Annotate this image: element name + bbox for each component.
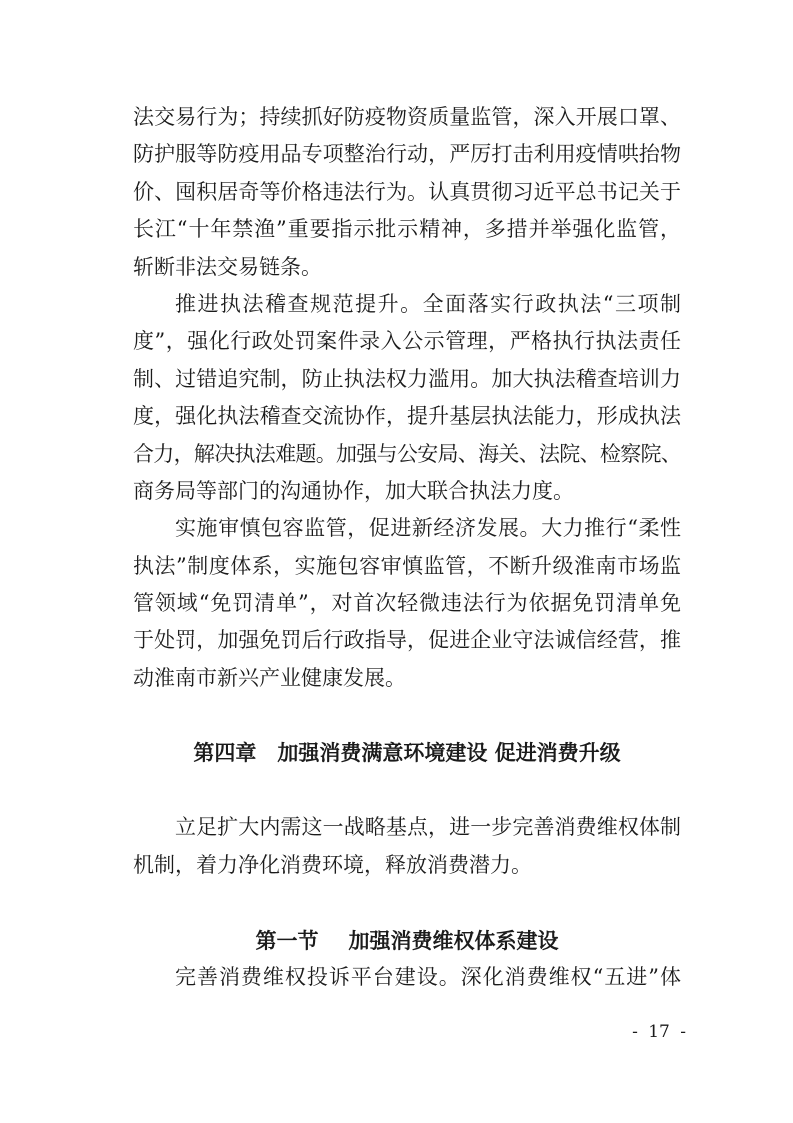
text-body	[133, 99, 681, 996]
paragraph-line: 斩断非法交易链条。	[133, 254, 322, 279]
paragraph-line: 执法”制度体系，实施包容审慎监管，不断升级淮南市场监	[133, 553, 681, 578]
paragraph-line: 管领域“免罚清单”，对首次轻微违法行为依据免罚清单免	[133, 591, 681, 616]
paragraph-line: 推进执法稽查规范提升。全面落实行政执法“三项制	[175, 291, 681, 316]
spacer	[133, 884, 681, 921]
paragraph-line: 合力，解决执法难题。加强与公安局、海关、法院、检察院、	[133, 441, 681, 466]
paragraph-line: 度”，强化行政处罚案件录入公示管理，严格执行执法责任	[133, 329, 681, 354]
paragraph-line: 动淮南市新兴产业健康发展。	[133, 665, 406, 690]
section-heading	[133, 922, 681, 959]
paragraph-section-body	[133, 959, 681, 996]
paragraph-enforcement	[133, 286, 681, 510]
paragraph-chapter-intro	[133, 809, 681, 884]
chapter-number: 第四章	[193, 740, 257, 765]
paragraph-line: 度，强化执法稽查交流协作，提升基层执法能力，形成执法	[133, 404, 681, 429]
paragraph-prudent-supervision	[133, 510, 681, 697]
paragraph-line: 商务局等部门的沟通协作，加大联合执法力度。	[133, 478, 574, 503]
paragraph-line: 防护服等防疫用品专项整治行动，严厉打击利用疫情哄抬物	[133, 142, 681, 167]
paragraph-line: 立足扩大内需这一战略基点，进一步完善消费维权体制	[175, 815, 681, 840]
paragraph-line: 实施审慎包容监管，促进新经济发展。大力推行“柔性	[175, 516, 681, 541]
paragraph-line: 价、囤积居奇等价格违法行为。认真贯彻习近平总书记关于	[133, 179, 681, 204]
section-title: 加强消费维权体系建设	[348, 927, 559, 953]
paragraph-line: 于处罚，加强免罚后行政指导，促进企业守法诚信经营，推	[133, 628, 681, 653]
section-number: 第一节	[255, 927, 319, 953]
paragraph-line: 法交易行为；持续抓好防疫物资质量监管，深入开展口罩、	[133, 105, 681, 129]
spacer	[133, 772, 681, 809]
paragraph-continued	[133, 99, 681, 286]
chapter-heading	[133, 735, 681, 772]
paragraph-line: 完善消费维权投诉平台建设。深化消费维权“五进”体	[175, 964, 681, 989]
spacer	[133, 697, 681, 734]
paragraph-line: 长江“十年禁渔”重要指示批示精神，多措并举强化监管，	[133, 217, 681, 242]
chapter-title: 加强消费满意环境建设 促进消费升级	[277, 740, 621, 765]
paragraph-line: 机制，着力净化消费环境，释放消费潜力。	[133, 852, 532, 877]
page-number: - 17 -	[632, 1022, 686, 1042]
paragraph-line: 制、过错追究制，防止执法权力滥用。加大执法稽查培训力	[133, 366, 681, 391]
